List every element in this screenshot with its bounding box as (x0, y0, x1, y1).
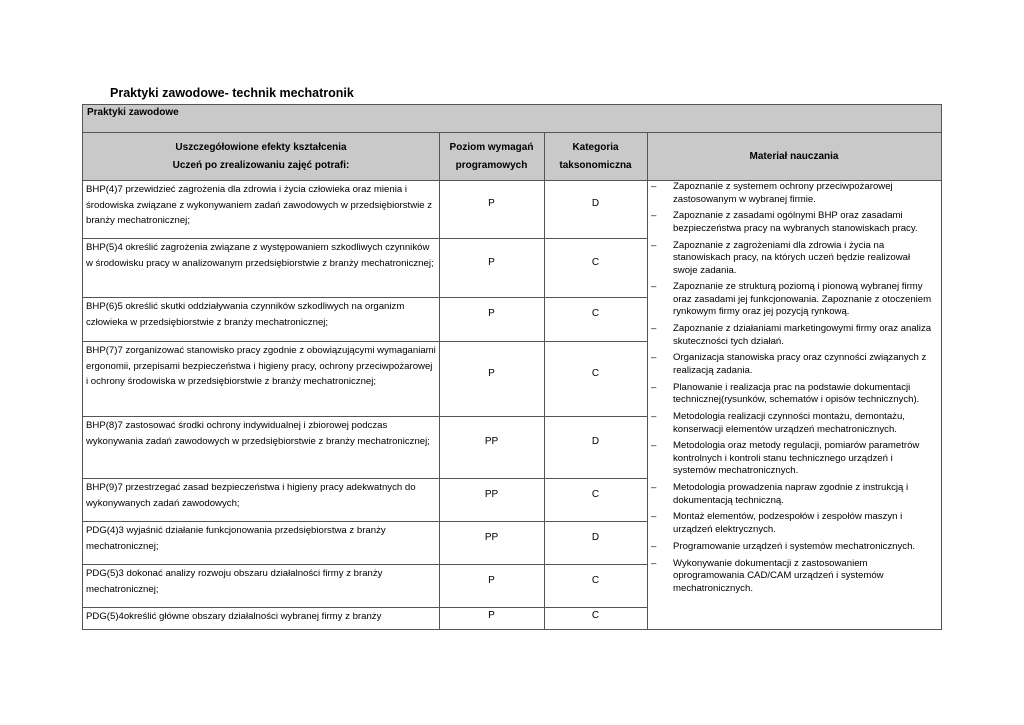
header-effects-line1: Uszczegółowione efekty kształcenia (175, 141, 347, 153)
effect-cell: BHP(4)7 przewidzieć zagrożenia dla zdrowia i życia człowieka oraz mienia i środowiska związane z wykonywaniem zadań zawodowych w przedsiębiorstwie z branży mechatronicznej; (86, 184, 433, 226)
dash-bullet-icon: – (651, 540, 657, 552)
header-category-line1: Kategoria (572, 141, 619, 153)
material-item (651, 281, 937, 319)
material-text: Organizacja stanowiska pracy oraz czynności związanych z realizacją zadania. (673, 352, 927, 376)
category-cell: D (591, 532, 600, 543)
category-cell: C (591, 257, 600, 268)
effect-cell: PDG(4)3 wyjaśnić działanie funkcjonowania przedsiębiorstwa z branży mechatronicznej; (86, 525, 386, 552)
material-text: Wykonywanie dokumentacji z zastosowaniem oprogramowania CAD/CAM urządzeń i systemów mechatronicznych. (673, 557, 884, 594)
table-row (83, 181, 647, 239)
category-cell: C (591, 575, 600, 586)
header-level (439, 133, 544, 180)
material-item (651, 240, 937, 278)
effect-cell: BHP(9)7 przestrzegać zasad bezpieczeństwa i higieny pracy adekwatnych do wykonywanych zadań zawodowych; (86, 482, 416, 509)
category-cell: D (591, 198, 600, 209)
dash-bullet-icon: – (651, 239, 657, 251)
table-row (83, 565, 647, 608)
dash-bullet-icon: – (651, 411, 657, 423)
header-level-line2: programowych (455, 159, 528, 171)
material-text: Metodologia prowadzenia napraw zgodnie z instrukcją i dokumentacją techniczną. (673, 482, 909, 506)
category-cell: C (591, 368, 600, 379)
level-cell: PP (484, 489, 499, 500)
dash-bullet-icon: – (651, 440, 657, 452)
material-item (651, 382, 937, 407)
table-row (83, 417, 647, 479)
dash-bullet-icon: – (651, 482, 657, 494)
header-material: Materiał nauczania (749, 150, 839, 162)
column-headers (83, 133, 941, 181)
material-text: Planowanie i realizacja prac na podstawie dokumentacji technicznej(rysunków, schematów i opisów technicznych). (673, 381, 920, 406)
material-list (651, 181, 937, 599)
effect-cell: PDG(5)3 dokonać analizy rozwoju obszaru działalności firmy z branży mechatronicznej; (86, 568, 383, 595)
header-category-line2: taksonomiczna (559, 159, 632, 171)
effect-cell: BHP(6)5 określić skutki oddziaływania czynników szkodliwych na organizm człowieka w przedsiębiorstwie z branży mechatronicznej; (86, 301, 405, 328)
effect-cell: BHP(7)7 zorganizować stanowisko pracy zgodnie z obowiązującymi wymaganiami ergonomii, przepisami bezpieczeństwa i higieny pracy, ochrony przeciwpożarowej i ochrony środowiska w przedsiębiorstwie z branży mechatronicznej; (86, 345, 436, 387)
material-text: Zapoznanie z działaniami marketingowymi firmy oraz analiza skuteczności tych działań. (673, 323, 932, 347)
effect-cell: BHP(5)4 określić zagrożenia związane z występowaniem szkodliwych czynników w środowisku pracy w analizowanym przedsiębiorstwie z branży mechatronicznej; (86, 242, 434, 269)
column-divider (647, 133, 648, 629)
level-cell: P (488, 575, 495, 586)
table-row (83, 342, 647, 417)
category-cell: C (591, 308, 600, 319)
header-level-line1: Poziom wymagań (449, 141, 534, 153)
level-cell: P (488, 257, 495, 268)
material-text: Zapoznanie ze strukturą poziomą i pionową wybranej firmy oraz zasadami jej funkcjonowania. Zapoznanie z otoczeniem rynkowym firmy oraz jej pozycją rynkową. (673, 281, 932, 318)
material-text: Montaż elementów, podzespołów i zespołów maszyn i urządzeń elektrycznych. (673, 511, 903, 535)
material-text: Metodologia oraz metody regulacji, pomiarów parametrów kontrolnych i kontroli stanu technicznego urządzeń i systemów mechatronicznych. (673, 440, 920, 477)
material-text: Programowanie urządzeń i systemów mechatronicznych. (673, 540, 916, 552)
table-row (83, 239, 647, 298)
material-text: Zapoznanie z zasadami ogólnymi BHP oraz zasadami bezpieczeństwa pracy na wybranych stanowiskach pracy. (673, 210, 918, 234)
dash-bullet-icon: – (651, 511, 657, 523)
table-row (83, 522, 647, 565)
page-title: Praktyki zawodowe- technik mechatronik (110, 86, 354, 100)
material-item (651, 210, 937, 235)
material-item (651, 411, 937, 436)
material-item (651, 181, 937, 206)
table-row (83, 608, 647, 637)
header-effects-line2: Uczeń po zrealizowaniu zajęć potrafi: (172, 159, 350, 171)
header-effects (83, 133, 439, 180)
level-cell: PP (484, 436, 499, 447)
material-item (651, 511, 937, 536)
material-text: Zapoznanie z systemem ochrony przeciwpożarowej zastosowanym w wybranej firmie. (673, 181, 893, 205)
category-cell: C (591, 489, 600, 500)
dash-bullet-icon: – (651, 181, 657, 192)
material-item (651, 352, 937, 377)
material-item (651, 558, 937, 596)
dash-bullet-icon: – (651, 281, 657, 293)
level-cell: P (488, 368, 495, 379)
curriculum-table (82, 104, 942, 630)
dash-bullet-icon: – (651, 381, 657, 393)
level-cell: P (488, 198, 495, 209)
dash-bullet-icon: – (651, 323, 657, 335)
level-cell: P (488, 610, 495, 621)
category-cell: C (591, 610, 600, 621)
effect-cell: PDG(5)4określić główne obszary działalności wybranej firmy z branży (86, 611, 382, 622)
dash-bullet-icon: – (651, 352, 657, 364)
section-header: Praktyki zawodowe (83, 105, 941, 133)
material-item (651, 541, 937, 554)
table-row (83, 479, 647, 522)
header-category (544, 133, 647, 180)
category-cell: D (591, 436, 600, 447)
material-text: Metodologia realizacji czynności montażu, demontażu, konserwacji elementów urządzeń mechatronicznych. (673, 411, 905, 435)
dash-bullet-icon: – (651, 557, 657, 569)
material-item (651, 323, 937, 348)
level-cell: PP (484, 532, 499, 543)
level-cell: P (488, 308, 495, 319)
material-text: Zapoznanie z zagrożeniami dla zdrowia i życia na stanowiskach pracy, na których uczeń będzie realizował swoje zadania. (673, 239, 911, 276)
material-item (651, 440, 937, 478)
table-row (83, 298, 647, 342)
effect-cell: BHP(8)7 zastosować środki ochrony indywidualnej i zbiorowej podczas wykonywania zadań zawodowych w przedsiębiorstwie z branży mechatronicznej; (86, 420, 430, 447)
dash-bullet-icon: – (651, 210, 657, 222)
material-item (651, 482, 937, 507)
